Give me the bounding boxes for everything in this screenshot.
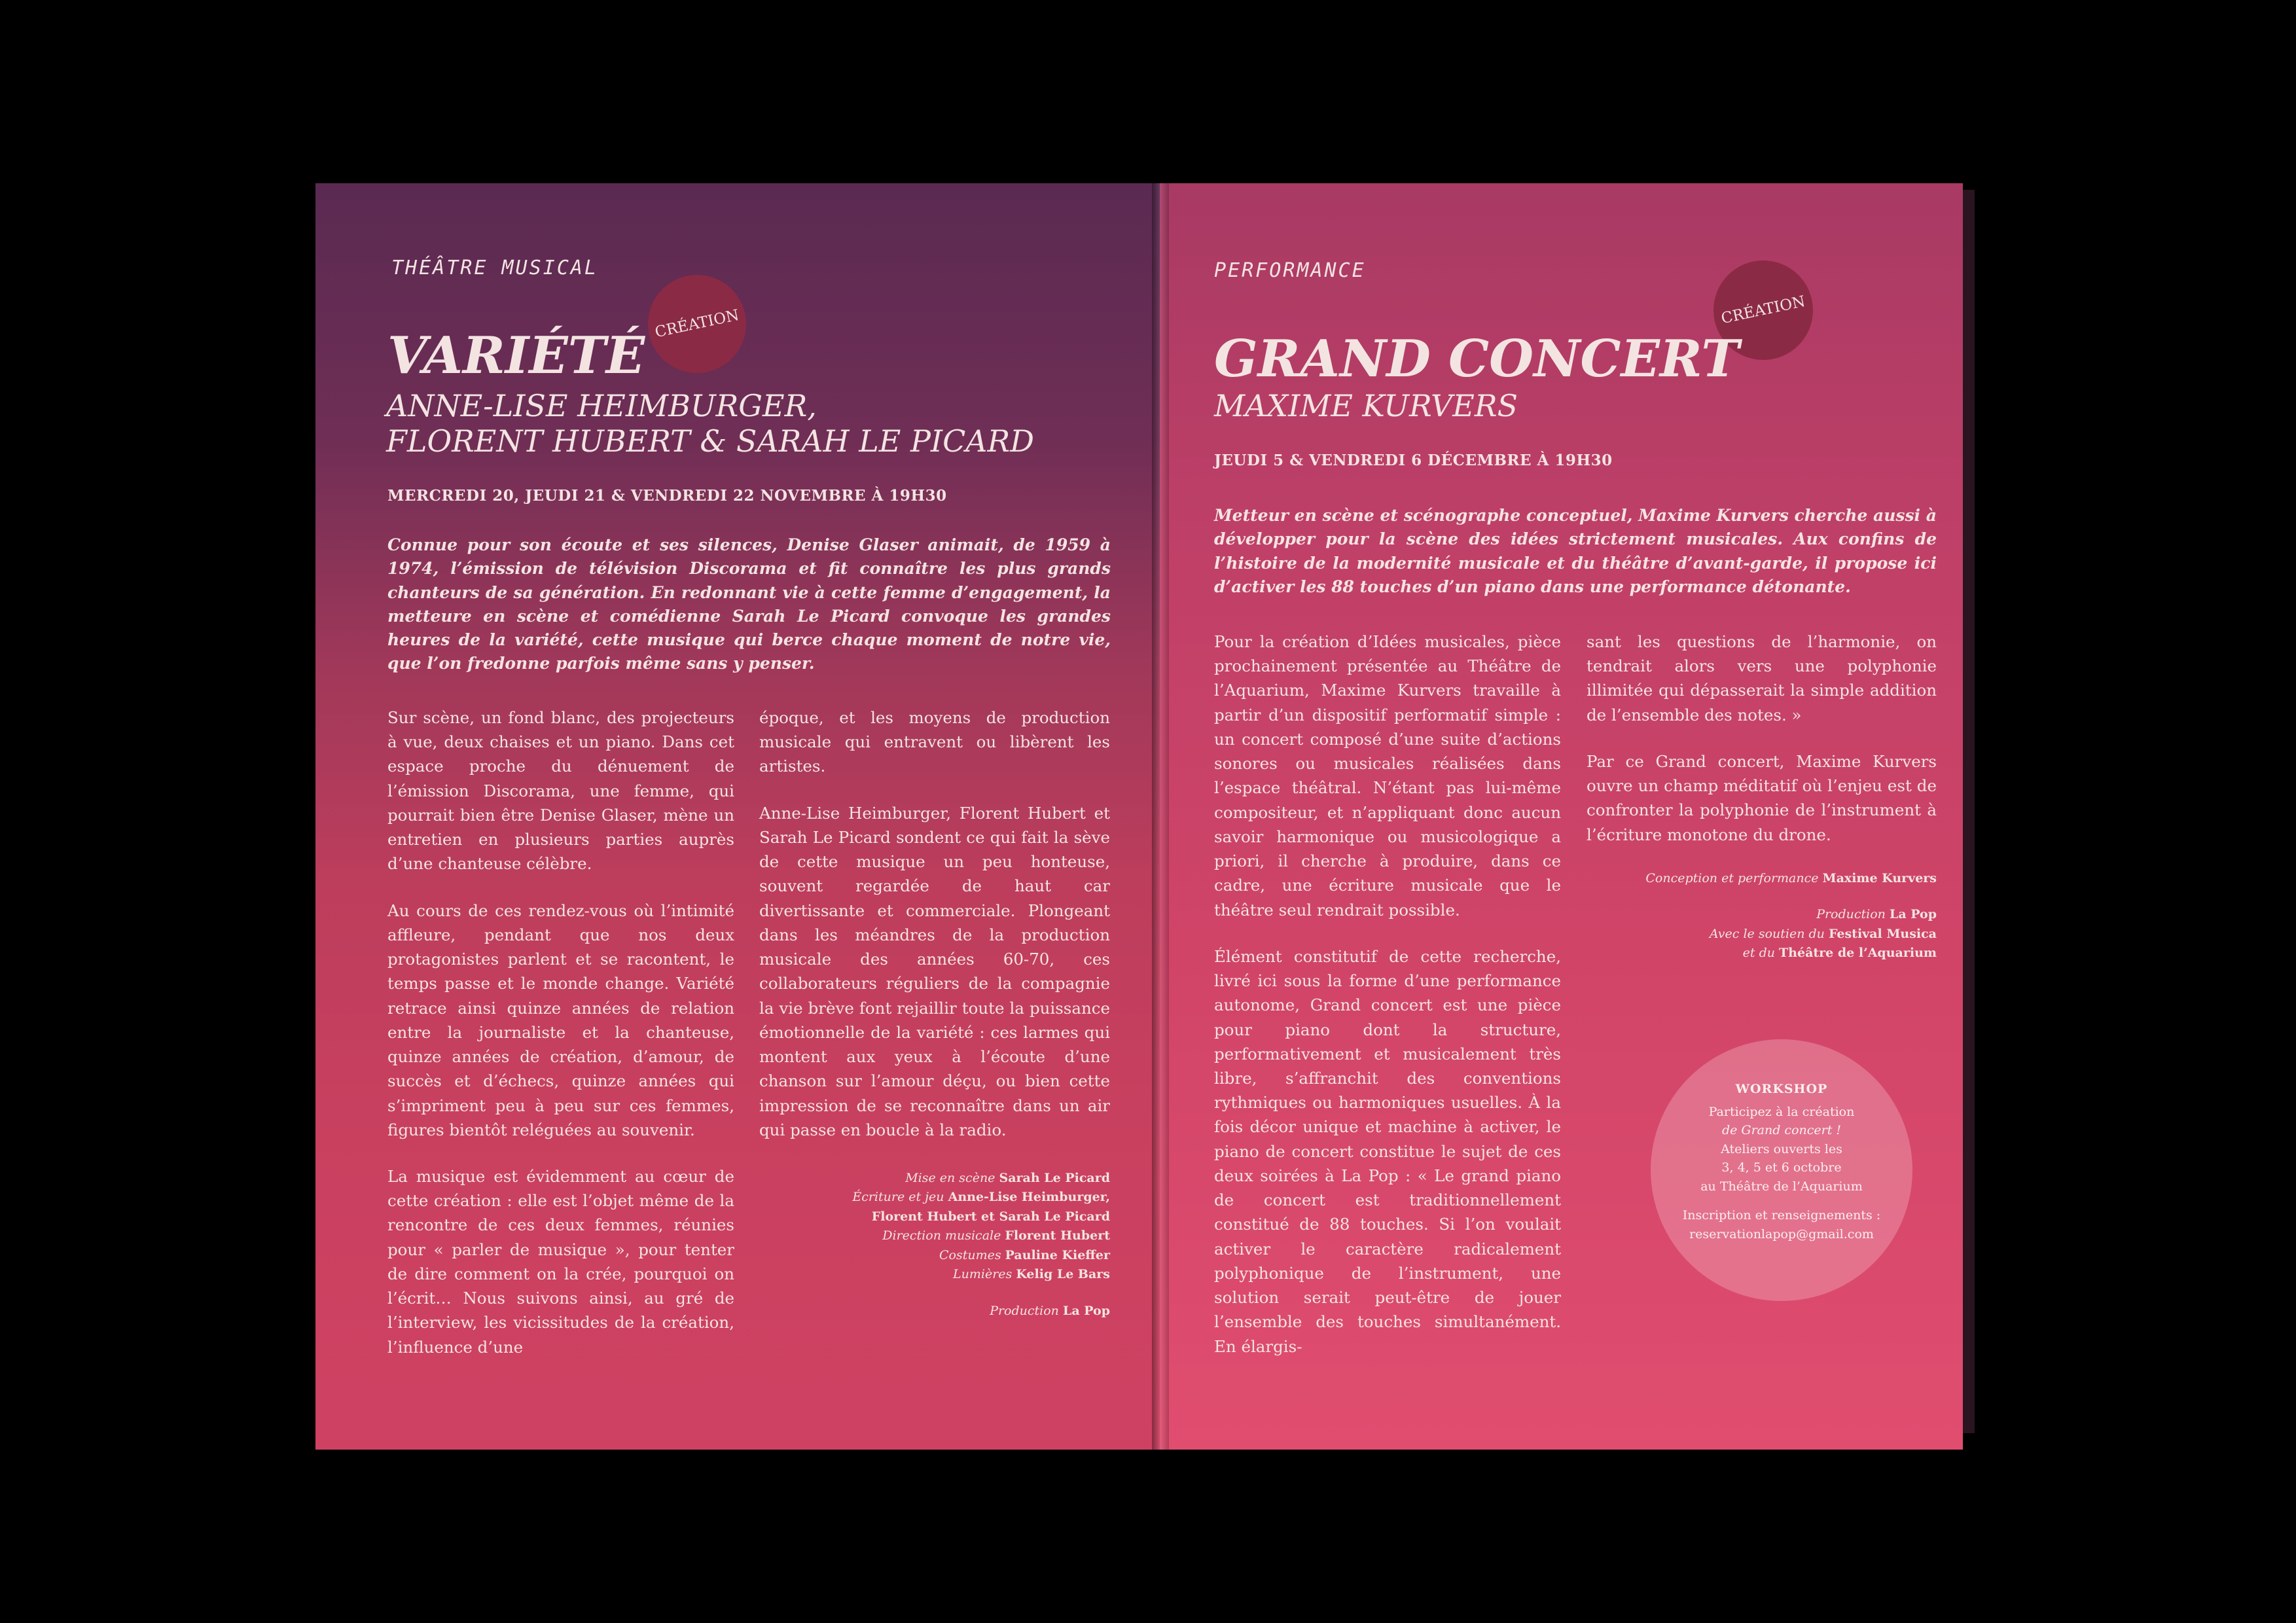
paragraph: Élément constitutif de cette recherche, livré ici sous la forme d’une performance autonome, Grand concert est une pièce pour piano dont la structure, performativement et musicalement très libre, s’affranchit des conventions rythmiques ou harmoniques usuelles. À la fois décor unique et machine à activer, le piano de concert constitue le sujet de ces deux soirées à La Pop : « Le grand piano de concert est traditionnellement constitué de 88 touches. Si l’on voulait activer le caractère radicalement polyphonique de l’instrument, une solution serait peut-être de jouer l’ensemble des touches simultanément. En élargis-	[1214, 946, 1561, 1356]
workshop-line: Ateliers ouverts les	[1721, 1141, 1842, 1156]
production-line: Avec le soutien du Festival Musica	[1709, 926, 1937, 941]
section-label-left: THÉÂTRE MUSICAL	[391, 257, 598, 279]
paragraph: Pour la création d’Idées musicales, pièce prochainement présentée au Théâtre de l’Aquarium, Maxime Kurvers travaille à partir d’un dispositif performatif simple : un concert composé d’une suite d’actions sonores ou musicales réalisées dans l’espace théâtral. N’étant pas lui-même compositeur, et n’appliquant donc aucun savoir harmonique ou musicologique a priori, il cherche à produire, dans ce cadre, une écriture musicale que le théâtre seul rendrait possible.	[1214, 632, 1561, 919]
credit-line: Florent Hubert et Sarah Le Picard	[871, 1209, 1110, 1224]
dates-right: JEUDI 5 & VENDREDI 6 DÉCEMBRE À 19H30	[1214, 452, 1613, 469]
production-line: Production La Pop	[990, 1303, 1110, 1318]
paragraph: sant les questions de l’harmonie, on tendrait alors vers une polyphonie illimitée qui dépasserait la simple addition de l’ensemble des notes. »	[1587, 632, 1937, 724]
workshop-line: de Grand concert !	[1721, 1123, 1842, 1137]
subtitle-left-1: ANNE-LISE HEIMBURGER,	[386, 388, 817, 423]
paragraph: Anne-Lise Heimburger, Florent Hubert et Sarah Le Picard sondent ce qui fait la sève de cette musique un peu honteuse, souvent regardée de haut car divertissante et commerciale. Plongeant dans les méandres de la production musicale des années 60-70, ces collaborateurs réguliers de la compagnie la vie brève font rejaillir toute la puissance émotionnelle de la variété : ces larmes qui montent aux yeux à l’écoute d’une chanson sur l’amour déçu, ou bien cette impression de se reconnaître dans un air qui passe en boucle à la radio.	[759, 803, 1110, 1139]
page-edge	[1963, 190, 1975, 1433]
credit-line: Écriture et jeu Anne-Lise Heimburger,	[852, 1190, 1110, 1205]
credit-line: Lumières Kelig Le Bars	[953, 1267, 1110, 1282]
body-col2-right	[1587, 630, 1937, 869]
credit-line: Mise en scène Sarah Le Picard	[905, 1171, 1110, 1185]
workshop-email[interactable]: reservationlapop@gmail.com	[1689, 1226, 1874, 1241]
workshop-line: au Théâtre de l’Aquarium	[1700, 1179, 1863, 1194]
subtitle-right: MAXIME KURVERS	[1214, 388, 1518, 423]
page-fold	[1152, 183, 1169, 1450]
credit-line: Direction musicale Florent Hubert	[882, 1228, 1110, 1243]
workshop-line: 3, 4, 5 et 6 octobre	[1721, 1160, 1842, 1175]
lead-right: Metteur en scène et scénographe conceptuel, Maxime Kurvers cherche aussi à développer pour la scène des idées strictement musicales. Aux confins de l’histoire de la modernité musicale et du théâtre d’avant-garde, il propose ici d’activer les 88 touches d’un piano dans une performance détonante.	[1214, 506, 1937, 596]
credit-line: Conception et performance Maxime Kurvers	[1645, 871, 1937, 885]
paragraph: La musique est évidemment au cœur de cette création : elle est l’objet même de la rencontre de ces deux femmes, réunies pour « parler de musique », pour tenter de dire comment on la crée, pourquoi on l’écrit… Nous suivons ainsi, au gré de l’interview, les vicissitudes de la création, l’influence d’une	[387, 1166, 734, 1357]
paragraph: Sur scène, un fond blanc, des projecteurs à vue, deux chaises et un piano. Dans cet espace proche du dénuement de l’émission Discorama, une femme, qui pourrait bien être Denise Glaser, mène un entretien en plusieurs parties auprès d’une chanteuse célèbre.	[387, 708, 734, 874]
creation-badge-left: CRÉATION	[639, 266, 755, 382]
workshop-circle	[1651, 1039, 1912, 1301]
body-col1-right	[1214, 630, 1561, 1381]
body-col1-left	[387, 705, 734, 1382]
subtitle-left-2: FLORENT HUBERT & SARAH LE PICARD	[386, 423, 1035, 459]
credits-left	[759, 1169, 1110, 1321]
production-line: Production La Pop	[1816, 907, 1937, 922]
credits-right	[1587, 869, 1937, 963]
credit-line: Costumes Pauline Kieffer	[939, 1247, 1110, 1262]
dates-left: MERCREDI 20, JEUDI 21 & VENDREDI 22 NOVEMBRE À 19H30	[387, 487, 947, 505]
lead-left: Connue pour son écoute et ses silences, Denise Glaser animait, de 1959 à 1974, l’émission de télévision Discorama et fit connaître les plus grands chanteurs de sa génération. En redonnant vie à cette femme d’engagement, la metteure en scène et comédienne Sarah Le Picard convoque les grandes heures de la variété, cette musique qui berce chaque moment de notre vie, que l’on fredonne parfois même sans y penser.	[387, 535, 1111, 673]
workshop-line: Participez à la création	[1708, 1104, 1855, 1119]
body-col2-left	[759, 705, 1110, 1164]
paragraph: époque, et les moyens de production musicale qui entravent ou libèrent les artistes.	[759, 708, 1110, 776]
paragraph: Au cours de ces rendez-vous où l’intimité affleure, pendant que nos deux protagonistes parlent et se racontent, le temps passe et le monde change. Variété retrace ainsi quinze années de relation entre la journaliste et la chanteuse, quinze années de création, d’amour, de succès et d’échecs, quinze années qui s’impriment peu à peu sur ces femmes, figures bientôt reléguées au souvenir.	[387, 901, 734, 1139]
production-line: et du Théâtre de l’Aquarium	[1742, 946, 1937, 961]
creation-badge-right: CRÉATION	[1704, 251, 1822, 369]
workshop-title: WORKSHOP	[1735, 1082, 1828, 1096]
title-left: VARIÉTÉ	[387, 326, 645, 385]
workshop-line: Inscription et renseignements :	[1682, 1208, 1881, 1222]
title-right: GRAND CONCERT	[1214, 329, 1740, 389]
section-label-right: PERFORMANCE	[1214, 259, 1366, 282]
paragraph: Par ce Grand concert, Maxime Kurvers ouvre un champ méditatif où l’enjeu est de confronter la polyphonie de l’instrument à l’écriture monotone du drone.	[1587, 751, 1937, 844]
